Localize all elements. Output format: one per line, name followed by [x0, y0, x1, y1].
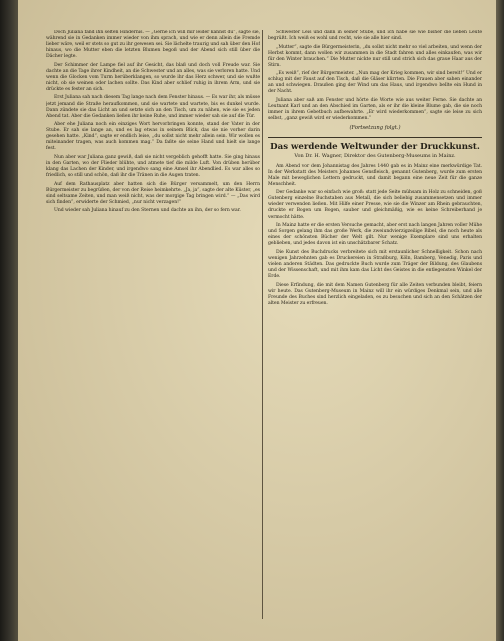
article-paragraph: Die Kunst des Buchdrucks verbreitete sich mit erstaunlicher Schnelligkeit. Schon nach wenigen Jahrzehnten gab es Druckereien in Straßburg, Köln, Bamberg, Venedig, Paris und vielen anderen Städten. Das gedruckte Buch wurde zum Träger der Bildung, des Glaubens und der Wissenschaft, und mit ihm kam das Licht des Geistes in die entlegensten Winkel der Erde. [268, 249, 482, 279]
right-column [268, 30, 482, 621]
story-paragraph: Und wieder sah Juliana hinauf zu den Sternen und dachte an ihn, der so fern war. [54, 208, 241, 214]
story-paragraph: „Es weiß“, rief der Bürgermeister. „Nun mag der Krieg kommen, wir sind bereit!“ Und er schlug mit der Faust auf den Tisch, daß die Gläser klirrten. Die Frauen aber sahen einander an und schwiegen. Draußen ging der Wind um das Haus, und irgendwo bellte ein Hund in der Nacht. [268, 71, 482, 95]
book-binding-left [0, 0, 18, 641]
story-paragraph: Aber ehe Juliana noch ein einziges Wort hervorbringen konnte, stand der Vater in der Stube. Er sah sie lange an, und es lag etwas in seinem Blick, das sie nie vorher darin gesehen hatte. „Kind“, sagte er endlich leise, „du sollst nicht mehr allein sein. Wir wollen es miteinander tragen, was auch kommen mag.“ Da faßte sie seine Hand und hielt sie lange fest. [46, 122, 260, 152]
article-title: Das werdende Weltwunder der Druckkunst. [270, 141, 480, 152]
article-paragraph: Am Abend vor dem Johannistag des Jahres 1440 gab es in Mainz eine merkwürdige Tat. In der Werkstatt des Meisters Johannes Gensfleisch, genannt Gutenberg, wurde zum ersten Male mit beweglichen Lettern gedruckt, und damit begann eine neue Zeit für die ganze Menschheit. [268, 163, 482, 187]
column-divider [262, 30, 263, 619]
left-column [46, 30, 260, 621]
story-paragraph: Juliana aber saß am Fenster und hörte die Worte wie aus weiter Ferne. Sie dachte an Leutnant Karl und an den Abschied im Garten, als er ihr die kleine Blume gab, die sie noch immer in ihrem Gebetbuch aufbewahrte. „Er wird wiederkommen“, sagte sie leise zu sich selbst, „ganz gewiß wird er wiederkommen.“ [268, 97, 482, 122]
story-paragraph: Doch Juliana fand ihn selten Hindernis. — „Gerne ich will mir leider kannst du“, sagte sie, während sie in Gedanken immer wieder von ihm sprach, und wie er denn allein die Fremde lieber wäre, weil er stets so gut zu ihr gewesen sei. Sie lächelte traurig und sah über den Hof hinaus, wo die Mutter eben die letzten Blumen begoß und der Abend sich still über die Dächer legte. [46, 30, 260, 60]
continuation-note: (Fortsetzung folgt.) [349, 124, 401, 131]
book-edge-right [496, 0, 504, 641]
story-paragraph: „Mutter“, sagte die Bürgermeisterin, „du sollst nicht mehr so viel arbeiten, und wenn der Herbst kommt, dann wollen wir zusammen in die Stadt fahren und alles einkaufen, was wir für den Winter brauchen.“ Die Mutter nickte nur still und strich sich das graue Haar aus der Stirn. [268, 44, 482, 68]
section-separator [268, 137, 482, 138]
article-paragraph: Der Gedanke war so einfach wie groß: statt jede Seite mühsam in Holz zu schneiden, goß Gutenberg einzelne Buchstaben aus Metall, die sich beliebig zusammensetzen und immer wieder verwenden ließen. Mit Hilfe einer Presse, wie sie die Winzer am Rhein gebrauchten, druckte er Bogen um Bogen, sauber und gleichmäßig, wie es keine Schreiberhand je vermocht hätte. [268, 190, 482, 220]
newspaper-page [18, 0, 496, 641]
story-paragraph: Nun aber war Juliana ganz gewiß, daß sie nicht vergeblich gehofft hatte. Sie ging hinaus in den Garten, wo der Flieder blühte, und atmete tief die milde Luft. Von drüben herüber klang das Lachen der Kinder, und irgendwo sang eine Amsel ihr Abendlied. Es war alles so friedlich, so still und schön, daß ihr die Tränen in die Augen traten. [46, 154, 260, 179]
story-paragraph: Auf dem Rathausplatz aber hatten sich die Bürger versammelt, um den Herrn Bürgermeister zu begrüßen, der von der Reise heimkehrte. „Ja, ja“, sagte der alte Küster, „es sind seltsame Zeiten, und man weiß nicht, was der morgige Tag bringen wird.“ — „Das wird sich finden“, erwiderte der Schmied, „nur nicht verzagen!“ [46, 181, 260, 205]
article-paragraph: In Mainz hatte er die ersten Versuche gemacht, aber erst nach langen Jahren voller Mühe und Sorgen gelang ihm das große Werk, die zweiundvierzigzeilige Bibel, die noch heute als eines der schönsten Bücher der Welt gilt. Nur wenige Exemplare sind uns erhalten geblieben, und jedes davon ist ein unschätzbarer Schatz. [268, 223, 482, 247]
story-paragraph: Schwester Leis und dann in seiner Stube, und ich habe sie wie bisher die lieben Leute begrüßt. Ich weiß es wohl und recht, wie sie alle hier sind. [268, 30, 482, 42]
story-paragraph: Der Schimmer der Lampe fiel auf ihr Gesicht, das blaß und doch voll Freude war. Sie dachte an die Tage ihrer Kindheit, an die Schwester und an alles, was sie verloren hatte. Und wenn die Glocken vom Turm herüberklangen, so wurde ihr das Herz schwer, und sie wußte nicht, ob sie weinen oder lachen sollte. Das Kind aber schlief ruhig in ihrem Arm, und sie drückte es fester an sich. [46, 62, 260, 92]
story-paragraph: Erst Juliana sah nach diesem Tag lange nach dem Fenster hinaus. — Es war ihr, als müsse jetzt jemand die Straße heraufkommen, und sie wartete und wartete, bis es dunkel wurde. Dann zündete sie das Licht an und setzte sich an den Tisch, um zu nähen, wie sie es jeden Abend tat. Aber die Gedanken ließen ihr keine Ruhe, und immer wieder sah sie auf die Tür. [46, 95, 260, 119]
article-paragraph: Diese Erfindung, die mit dem Namen Gutenberg für alle Zeiten verbunden bleibt, feiern wir heute. Das Gutenberg-Museum in Mainz will ihr ein würdiges Denkmal sein, und alle Freunde des Buches sind herzlich eingeladen, es zu besuchen und sich an den Schätzen der alten Meister zu erfreuen. [268, 282, 482, 306]
article-author: Von Dr. H. Wagner, Direktor des Gutenberg-Museums in Mainz. [294, 152, 456, 159]
